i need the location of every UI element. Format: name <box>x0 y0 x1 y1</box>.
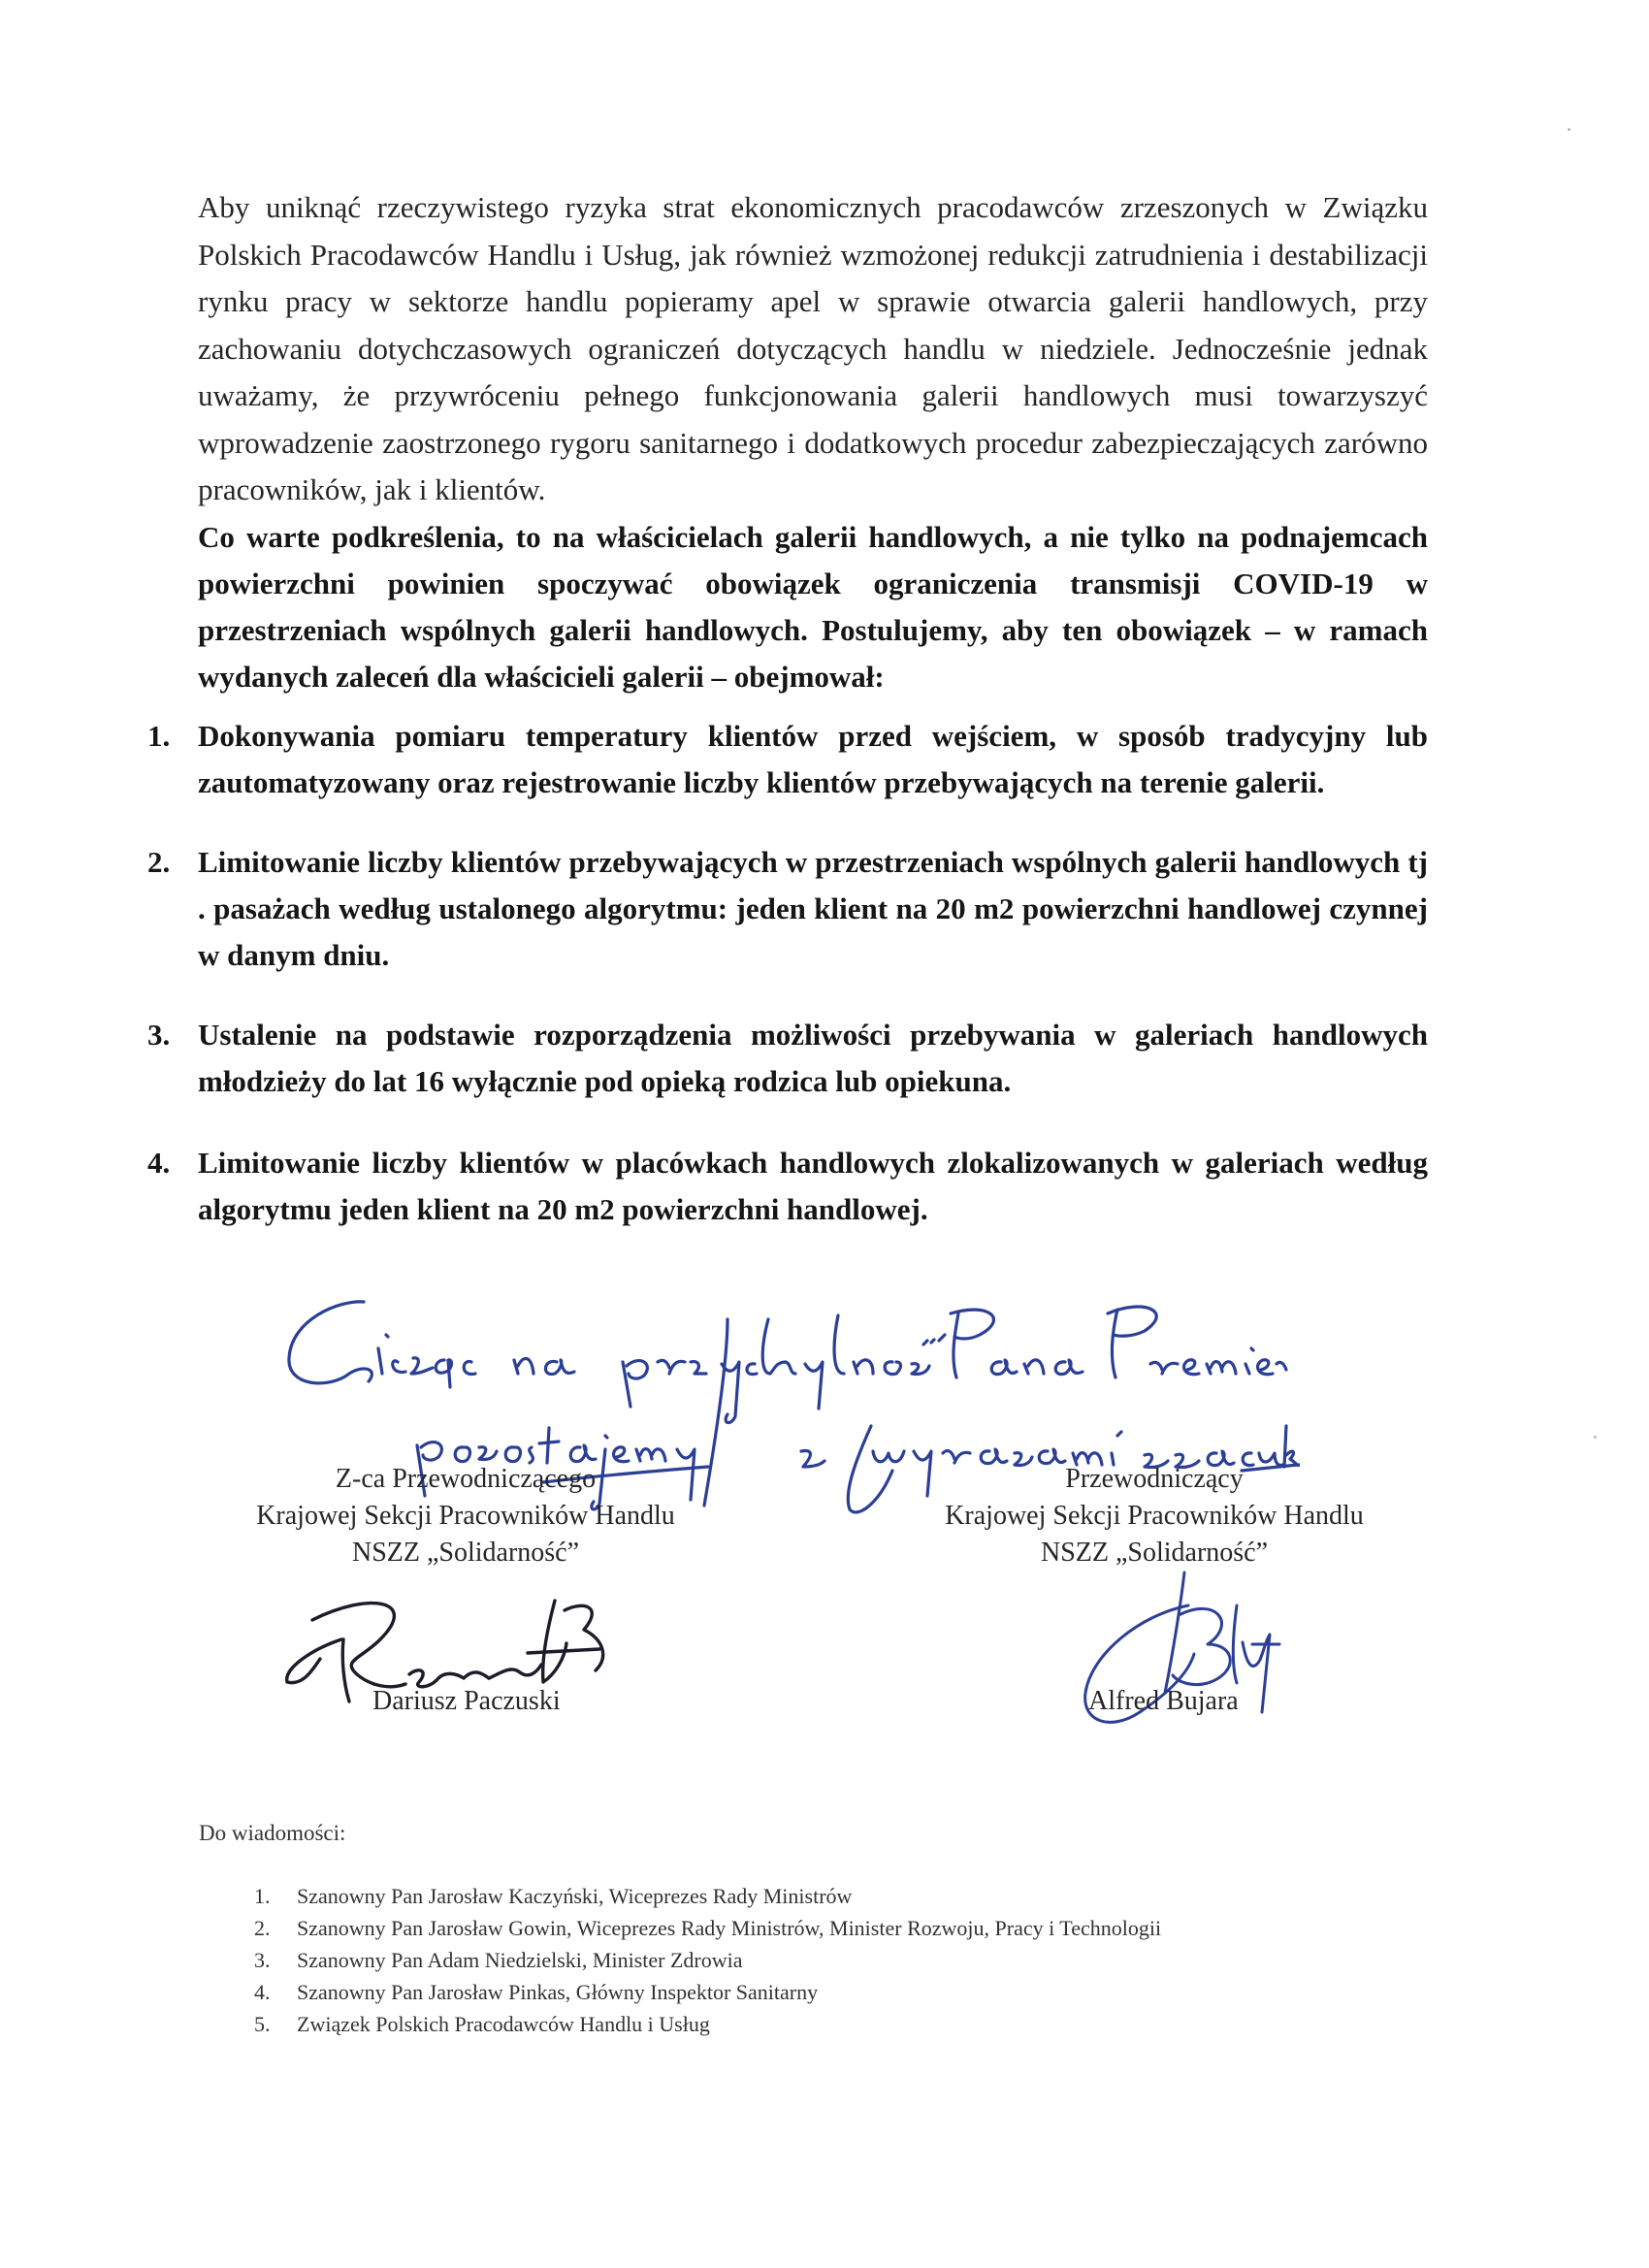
cc-list <box>254 1880 1161 2040</box>
signatory-organization: Krajowej Sekcji Pracowników Handlu <box>945 1501 1364 1531</box>
list-item-text: Limitowanie liczby klientów w placówkach handlowych zlokalizowanych w galeriach według algorytmu jeden klient na 20 m2 powierzchni handlowej. <box>198 1146 1428 1226</box>
cc-item-number: 2. <box>254 1916 271 1940</box>
cc-item-number: 3. <box>254 1948 271 1972</box>
signatory-left <box>223 1461 708 1571</box>
cc-item <box>254 1912 1161 1944</box>
cc-item <box>254 1976 1161 2008</box>
cc-item-number: 4. <box>254 1980 271 2004</box>
cc-item <box>254 2008 1161 2040</box>
list-item-number: 1. <box>147 719 171 753</box>
signatory-name-left: Dariusz Paczuski <box>372 1686 561 1716</box>
cc-item-text: Szanowny Pan Jarosław Kaczyński, Wiceprezes Rady Ministrów <box>297 1884 853 1908</box>
cc-item-number: 5. <box>254 2012 271 2036</box>
cc-item <box>254 1880 1161 1912</box>
signatory-union: NSZZ „Solidarność” <box>1040 1538 1269 1568</box>
signatory-name-right: Alfred Bujara <box>1088 1686 1239 1716</box>
cc-item <box>254 1944 1161 1976</box>
list-item-text: Dokonywania pomiaru temperatury klientów przed wejściem, w sposób tradycyjny lub zautomatyzowany oraz rejestrowanie liczby klientów przebywających na terenie galerii. <box>198 719 1428 799</box>
cc-item-text: Szanowny Pan Jarosław Gowin, Wiceprezes Rady Ministrów, Minister Rozwoju, Pracy i Technologii <box>297 1916 1162 1940</box>
cc-item-text: Związek Polskich Pracodawców Handlu i Usług <box>297 2012 710 2036</box>
cc-item-text: Szanowny Pan Jarosław Pinkas, Główny Inspektor Sanitarny <box>297 1980 819 2004</box>
list-item-number: 3. <box>147 1018 171 1052</box>
cc-item-text: Szanowny Pan Adam Niedzielski, Minister Zdrowia <box>297 1948 743 1972</box>
scan-speck <box>1568 128 1570 131</box>
signatory-role: Z-ca Przewodniczącego <box>335 1464 597 1494</box>
list-item-number: 4. <box>147 1146 171 1180</box>
list-item-text: Ustalenie na podstawie rozporządzenia możliwości przebywania w galeriach handlowych młodzieży do lat 16 wyłącznie pod opieką rodzica lub opiekuna. <box>198 1018 1428 1098</box>
list-item-text: Limitowanie liczby klientów przebywających w przestrzeniach wspólnych galerii handlowych tj . pasażach według ustalonego algorytmu: jeden klient na 20 m2 powierzchni handlowej czynnej w danym dniu. <box>198 845 1428 972</box>
cc-label: Do wiadomości: <box>199 1821 346 1845</box>
signatory-organization: Krajowej Sekcji Pracowników Handlu <box>256 1501 675 1531</box>
signatory-union: NSZZ „Solidarność” <box>351 1538 580 1568</box>
list-item-number: 2. <box>147 845 171 879</box>
body-paragraph-intro: Aby uniknąć rzeczywistego ryzyka strat ekonomicznych pracodawców zrzeszonych w Związku Polskich Pracodawców Handlu i Usług, jak również wzmożonej redukcji zatrudnienia i destabilizacji rynku pracy w sektorze handlu popieramy apel w sprawie otwarcia galerii handlowych, przy zachowaniu dotychczasowych ograniczeń dotyczących handlu w niedziele. Jednocześnie jednak uważamy, że przywróceniu pełnego funkcjonowania galerii handlowych musi towarzyszyć wprowadzenie zaostrzonego rygoru sanitarnego i dodatkowych procedur zabezpieczających zarówno pracowników, jak i klientów. <box>198 190 1428 506</box>
signatory-right <box>902 1461 1406 1571</box>
scan-speck <box>1594 1436 1597 1439</box>
body-paragraph-postulate: Co warte podkreślenia, to na właścicielach galerii handlowych, a nie tylko na podnajemcach powierzchni powinien spoczywać obowiązek ograniczenia transmisji COVID-19 w przestrzeniach wspólnych galerii handlowych. Postulujemy, aby ten obowiązek – w ramach wydanych zaleceń dla właścicieli galerii – obejmował: <box>198 520 1428 694</box>
signatory-role: Przewodniczący <box>1065 1464 1244 1494</box>
cc-item-number: 1. <box>254 1884 271 1908</box>
